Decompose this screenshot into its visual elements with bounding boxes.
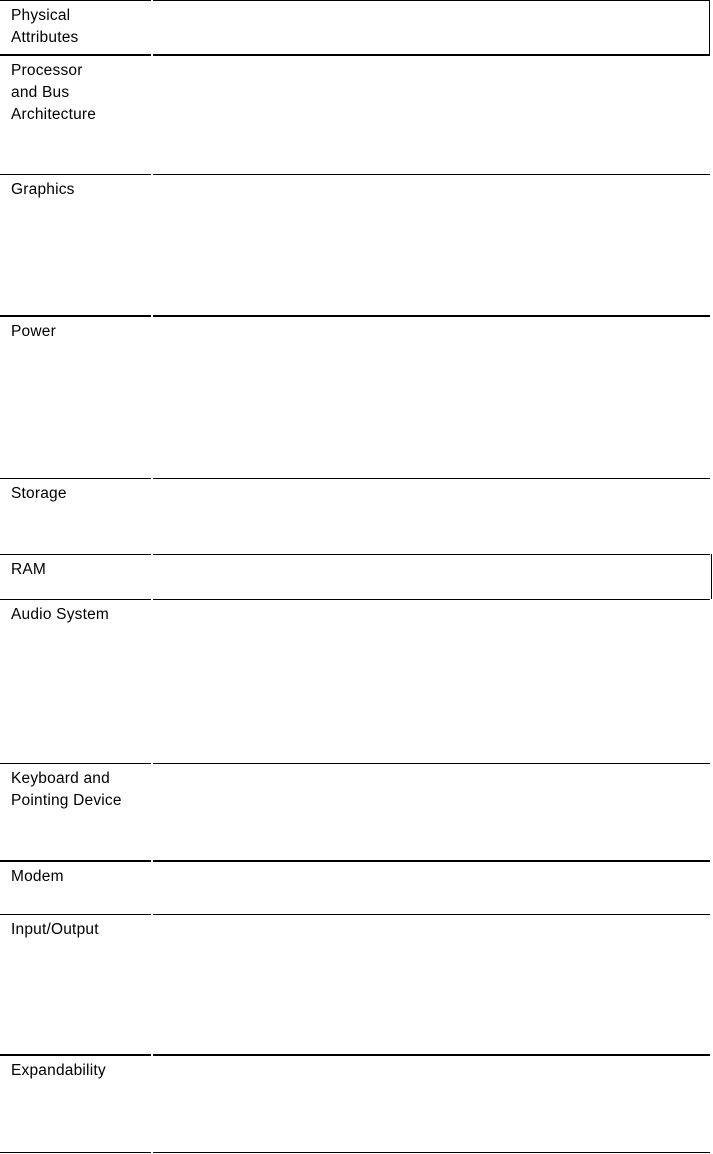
spec-label-cell	[0, 0, 151, 54]
spec-label: Graphics	[11, 181, 75, 198]
spec-label: Audio System	[11, 606, 110, 623]
spec-label: Storage	[11, 485, 67, 502]
spec-value-cell	[153, 914, 710, 1054]
spec-label-cell	[0, 478, 151, 554]
spec-label: RAM	[11, 561, 47, 578]
spec-label-cell	[0, 599, 151, 763]
spec-row-modem	[0, 860, 713, 914]
table-bottom-border	[153, 1152, 710, 1153]
spec-label: Keyboard and Pointing Device	[11, 770, 122, 809]
spec-label-cell	[0, 554, 151, 599]
spec-row-keyboard-pointing-device	[0, 763, 713, 860]
spec-row-input-output	[0, 914, 713, 1054]
spec-value-cell	[153, 1054, 710, 1153]
table-right-border	[709, 0, 710, 54]
spec-value-cell	[153, 599, 710, 763]
spec-row-processor-bus-architecture	[0, 54, 713, 174]
spec-label: Physical Attributes	[11, 7, 79, 46]
spec-label: Modem	[11, 868, 64, 885]
spec-label: Power	[11, 323, 56, 340]
spec-row-expandability	[0, 1054, 713, 1153]
spec-value-cell	[153, 315, 710, 478]
spec-value-cell	[153, 860, 710, 914]
spec-label-cell	[0, 763, 151, 860]
spec-row-physical-attributes	[0, 0, 713, 54]
spec-label-cell	[0, 54, 151, 174]
table-right-border	[711, 554, 712, 599]
spec-label-cell	[0, 914, 151, 1054]
spec-row-audio-system	[0, 599, 713, 763]
spec-row-storage	[0, 478, 713, 554]
spec-value-cell	[153, 554, 710, 599]
spec-row-power	[0, 315, 713, 478]
spec-row-graphics	[0, 174, 713, 315]
spec-label-cell	[0, 1054, 151, 1153]
spec-value-cell	[153, 174, 710, 315]
spec-label-cell	[0, 860, 151, 914]
spec-label: Input/Output	[11, 921, 99, 938]
table-bottom-border	[0, 1152, 151, 1153]
spec-label: Expandability	[11, 1062, 106, 1079]
spec-row-ram	[0, 554, 713, 599]
spec-label-cell	[0, 315, 151, 478]
spec-value-cell	[153, 763, 710, 860]
spec-value-cell	[153, 54, 710, 174]
spec-label-cell	[0, 174, 151, 315]
spec-value-cell	[153, 0, 710, 54]
spec-value-cell	[153, 478, 710, 554]
spec-label: Processor and Bus Architecture	[11, 62, 97, 123]
